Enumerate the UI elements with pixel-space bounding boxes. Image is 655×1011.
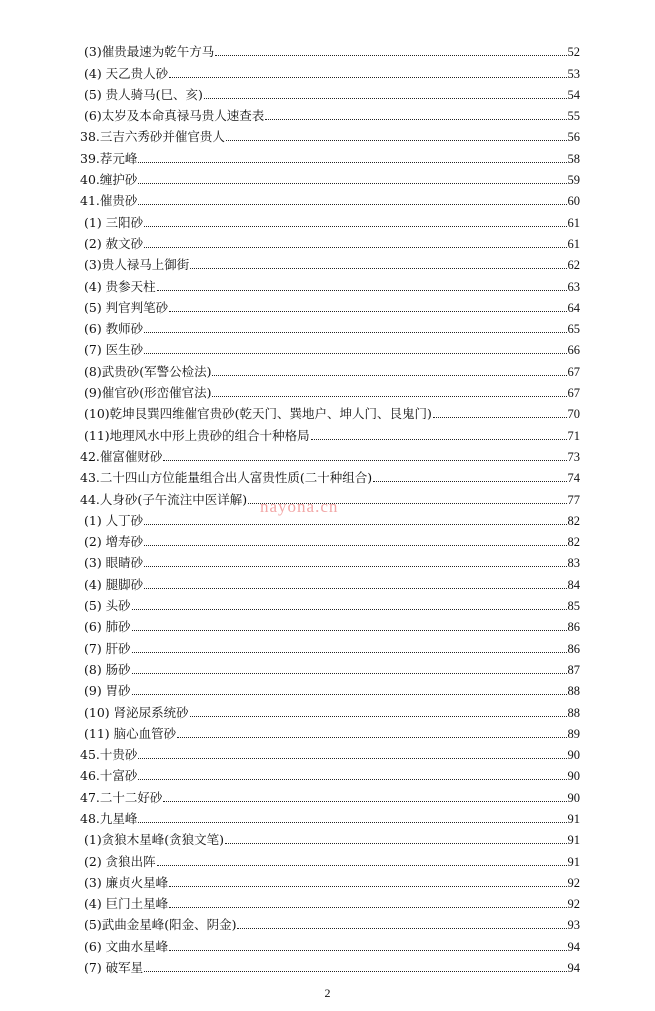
toc-entry[interactable]: [80, 783, 580, 804]
toc-entry-title: (5) 判官判笔砂: [84, 299, 169, 315]
toc-entry[interactable]: [80, 81, 580, 102]
toc-entry-page: 63: [567, 279, 580, 294]
toc-entry-title: (9) 胃砂: [84, 683, 131, 699]
toc-entry-page: 60: [567, 194, 580, 209]
toc-entry-page: 86: [567, 620, 580, 635]
toc-entry-title: 43.二十四山方位能量组合出人富贵性质(二十种组合): [80, 470, 373, 486]
toc-entry[interactable]: [80, 400, 580, 421]
toc-entry[interactable]: [80, 762, 580, 783]
dot-leader: [190, 268, 566, 269]
dot-leader: [144, 545, 566, 546]
toc-entry-page: 73: [567, 449, 580, 464]
dot-leader: [212, 396, 566, 397]
toc-entry-title: (4) 腿脚砂: [84, 576, 144, 592]
toc-entry-page: 56: [567, 130, 580, 145]
toc-entry-page: 82: [567, 513, 580, 528]
toc-entry-title: (1)贪狼木星峰(贪狼文笔): [84, 832, 224, 848]
toc-entry-page: 65: [567, 322, 580, 337]
toc-entry[interactable]: [80, 315, 580, 336]
dot-leader: [138, 758, 566, 759]
toc-entry-page: 87: [567, 662, 580, 677]
dot-leader: [177, 737, 566, 738]
dot-leader: [169, 886, 566, 887]
toc-entry-page: 90: [567, 748, 580, 763]
toc-entry-title: (11) 脑心血管砂: [84, 725, 177, 741]
toc-entry-page: 61: [567, 236, 580, 251]
toc-entry[interactable]: [80, 805, 580, 826]
toc-entry-title: (5)武曲金星峰(阳金、阴金): [84, 917, 237, 933]
dot-leader: [144, 332, 566, 333]
page-number: 2: [324, 986, 331, 1000]
toc-entry-page: 93: [567, 918, 580, 933]
toc-entry[interactable]: [80, 59, 580, 80]
dot-leader: [204, 98, 567, 99]
toc-entry-page: 94: [567, 939, 580, 954]
toc-entry-title: 38.三吉六秀砂并催官贵人: [80, 129, 225, 145]
dot-leader: [373, 481, 566, 482]
toc-entry-page: 66: [567, 343, 580, 358]
toc-entry-title: (11)地理风水中形上贵砂的组合十种格局: [84, 427, 310, 443]
toc-entry-page: 92: [567, 875, 580, 890]
dot-leader: [144, 524, 566, 525]
toc-entry-title: (7) 医生砂: [84, 342, 144, 358]
toc-entry-page: 91: [567, 833, 580, 848]
dot-leader: [225, 843, 567, 844]
toc-entry[interactable]: [80, 208, 580, 229]
toc-entry[interactable]: [80, 741, 580, 762]
toc-entry-title: 48.九星峰: [80, 810, 138, 826]
toc-entry[interactable]: [80, 144, 580, 165]
toc-entry[interactable]: [80, 698, 580, 719]
toc-entry-page: 90: [567, 790, 580, 805]
toc-entry[interactable]: [80, 826, 580, 847]
toc-entry-page: 77: [567, 492, 580, 507]
dot-leader: [237, 928, 566, 929]
toc-entry-page: 83: [567, 556, 580, 571]
toc-entry[interactable]: [80, 656, 580, 677]
dot-leader: [157, 290, 567, 291]
dot-leader: [132, 630, 567, 631]
toc-entry-page: 62: [567, 258, 580, 273]
toc-entry-title: (10)乾坤艮巽四维催官贵砂(乾天门、巽地户、坤人门、艮鬼门): [84, 406, 432, 422]
toc-entry[interactable]: [80, 932, 580, 953]
dot-leader: [157, 865, 567, 866]
toc-entry-title: (1) 人丁砂: [84, 512, 144, 528]
dot-leader: [144, 226, 566, 227]
toc-entry-page: 92: [567, 897, 580, 912]
dot-leader: [144, 971, 566, 972]
toc-entry-title: (1) 三阳砂: [84, 214, 144, 230]
dot-leader: [169, 77, 566, 78]
dot-leader: [132, 609, 567, 610]
toc-entry-title: (3)贵人禄马上御街: [84, 257, 190, 273]
toc-entry-page: 67: [567, 386, 580, 401]
toc-entry-page: 89: [567, 726, 580, 741]
toc-entry[interactable]: [80, 251, 580, 272]
dot-leader: [226, 140, 567, 141]
dot-leader: [212, 375, 566, 376]
toc-entry[interactable]: [80, 123, 580, 144]
toc-entry-page: 74: [567, 471, 580, 486]
toc-entry[interactable]: [80, 102, 580, 123]
toc-entry[interactable]: [80, 464, 580, 485]
dot-leader: [132, 673, 567, 674]
toc-entry[interactable]: [80, 613, 580, 634]
dot-leader: [144, 353, 566, 354]
toc-entry-page: 61: [567, 215, 580, 230]
toc-entry-page: 53: [567, 66, 580, 81]
dot-leader: [163, 460, 566, 461]
toc-entry-title: (2) 增寿砂: [84, 534, 144, 550]
dot-leader: [138, 183, 566, 184]
toc-entry-title: (8)武贵砂(军警公检法): [84, 363, 212, 379]
toc-entry-page: 59: [567, 173, 580, 188]
toc-entry-title: (3) 廉贞火星峰: [84, 874, 169, 890]
toc-entry-page: 88: [567, 705, 580, 720]
toc-entry[interactable]: [80, 357, 580, 378]
toc-entry-page: 88: [567, 684, 580, 699]
toc-entry-title: (7) 破军星: [84, 960, 144, 976]
dot-leader: [138, 822, 566, 823]
dot-leader: [265, 119, 566, 120]
dot-leader: [169, 311, 566, 312]
dot-leader: [169, 950, 566, 951]
dot-leader: [138, 779, 566, 780]
toc-entry-page: 94: [567, 961, 580, 976]
toc-entry[interactable]: [80, 677, 580, 698]
toc-entry-page: 64: [567, 300, 580, 315]
toc-entry-title: 39.荐元峰: [80, 150, 138, 166]
toc-entry-title: (8) 肠砂: [84, 661, 131, 677]
toc-entry-page: 84: [567, 577, 580, 592]
toc-entry[interactable]: [80, 443, 580, 464]
toc-entry-page: 82: [567, 535, 580, 550]
toc-entry-title: (7) 肝砂: [84, 640, 131, 656]
dot-leader: [138, 204, 566, 205]
toc-entry-title: (9)催官砂(形峦催官法): [84, 385, 212, 401]
watermark: nayona.cn: [260, 497, 339, 516]
toc-entry[interactable]: [80, 166, 580, 187]
toc-entry-page: 71: [567, 428, 580, 443]
toc-entry-page: 70: [567, 407, 580, 422]
dot-leader: [163, 801, 566, 802]
toc-entry[interactable]: [80, 230, 580, 251]
toc-entry-title: (4) 天乙贵人砂: [84, 65, 169, 81]
toc-entry-title: (6) 教师砂: [84, 321, 144, 337]
toc-entry-title: 42.催富催财砂: [80, 448, 163, 464]
toc-entry-page: 85: [567, 599, 580, 614]
toc-entry-title: (2) 赦文砂: [84, 235, 144, 251]
toc-entry[interactable]: [80, 187, 580, 208]
toc-entry-title: 41.催贵砂: [80, 193, 138, 209]
toc-entry[interactable]: [80, 336, 580, 357]
toc-entry-page: 55: [567, 109, 580, 124]
toc-entry[interactable]: [80, 528, 580, 549]
toc-entry-title: 44.人身砂(子午流注中医详解): [80, 491, 248, 507]
dot-leader: [433, 417, 567, 418]
toc-entry[interactable]: [80, 570, 580, 591]
toc-entry[interactable]: [80, 869, 580, 890]
toc-entry[interactable]: [80, 634, 580, 655]
toc-entry-title: (2) 贪狼出阵: [84, 853, 156, 869]
toc-entry-title: (4) 贵参天柱: [84, 278, 156, 294]
dot-leader: [169, 907, 566, 908]
toc-entry-title: (6) 文曲水星峰: [84, 938, 169, 954]
dot-leader: [144, 588, 566, 589]
dot-leader: [144, 566, 566, 567]
toc-entry[interactable]: [80, 911, 580, 932]
toc-entry-page: 91: [567, 854, 580, 869]
toc-entry-page: 67: [567, 364, 580, 379]
toc-entry[interactable]: [80, 890, 580, 911]
toc-entry[interactable]: [80, 549, 580, 570]
toc-entry-page: 91: [567, 811, 580, 826]
toc-entry-title: (3) 眼睛砂: [84, 555, 144, 571]
toc-entry-title: (6) 肺砂: [84, 619, 131, 635]
toc-entry-title: (5) 头砂: [84, 598, 131, 614]
toc-entry-title: 45.十贵砂: [80, 747, 138, 763]
toc-entry-title: 46.十富砂: [80, 768, 138, 784]
toc-entry[interactable]: [80, 954, 580, 975]
toc-entry[interactable]: [80, 720, 580, 741]
toc-entry[interactable]: [80, 379, 580, 400]
toc-entry-title: 40.缠护砂: [80, 172, 138, 188]
toc-entry[interactable]: [80, 421, 580, 442]
dot-leader: [311, 439, 567, 440]
toc-entry-page: 86: [567, 641, 580, 656]
toc-entry-page: 58: [567, 151, 580, 166]
dot-leader: [190, 716, 567, 717]
toc-entry-title: (4) 巨门土星峰: [84, 896, 169, 912]
toc-entry-page: 54: [567, 87, 580, 102]
dot-leader: [215, 55, 566, 56]
dot-leader: [132, 652, 567, 653]
toc-entry[interactable]: [80, 847, 580, 868]
toc-entry-title: (5) 贵人骑马(巳、亥): [84, 86, 203, 102]
toc-entry[interactable]: [80, 592, 580, 613]
toc-entry-title: 47.二十二好砂: [80, 789, 163, 805]
toc-entry[interactable]: [80, 294, 580, 315]
toc-entry-page: 90: [567, 769, 580, 784]
dot-leader: [138, 162, 566, 163]
toc-entry-page: 52: [567, 45, 580, 60]
toc-entry-title: (3)催贵最速为乾午方马: [84, 44, 215, 60]
dot-leader: [144, 247, 566, 248]
toc-entry-title: (10) 肾泌尿系统砂: [84, 704, 189, 720]
toc-entry-title: (6)太岁及本命真禄马贵人速查表: [84, 108, 265, 124]
dot-leader: [132, 694, 567, 695]
toc-entry[interactable]: [80, 272, 580, 293]
toc-entry[interactable]: [80, 38, 580, 59]
